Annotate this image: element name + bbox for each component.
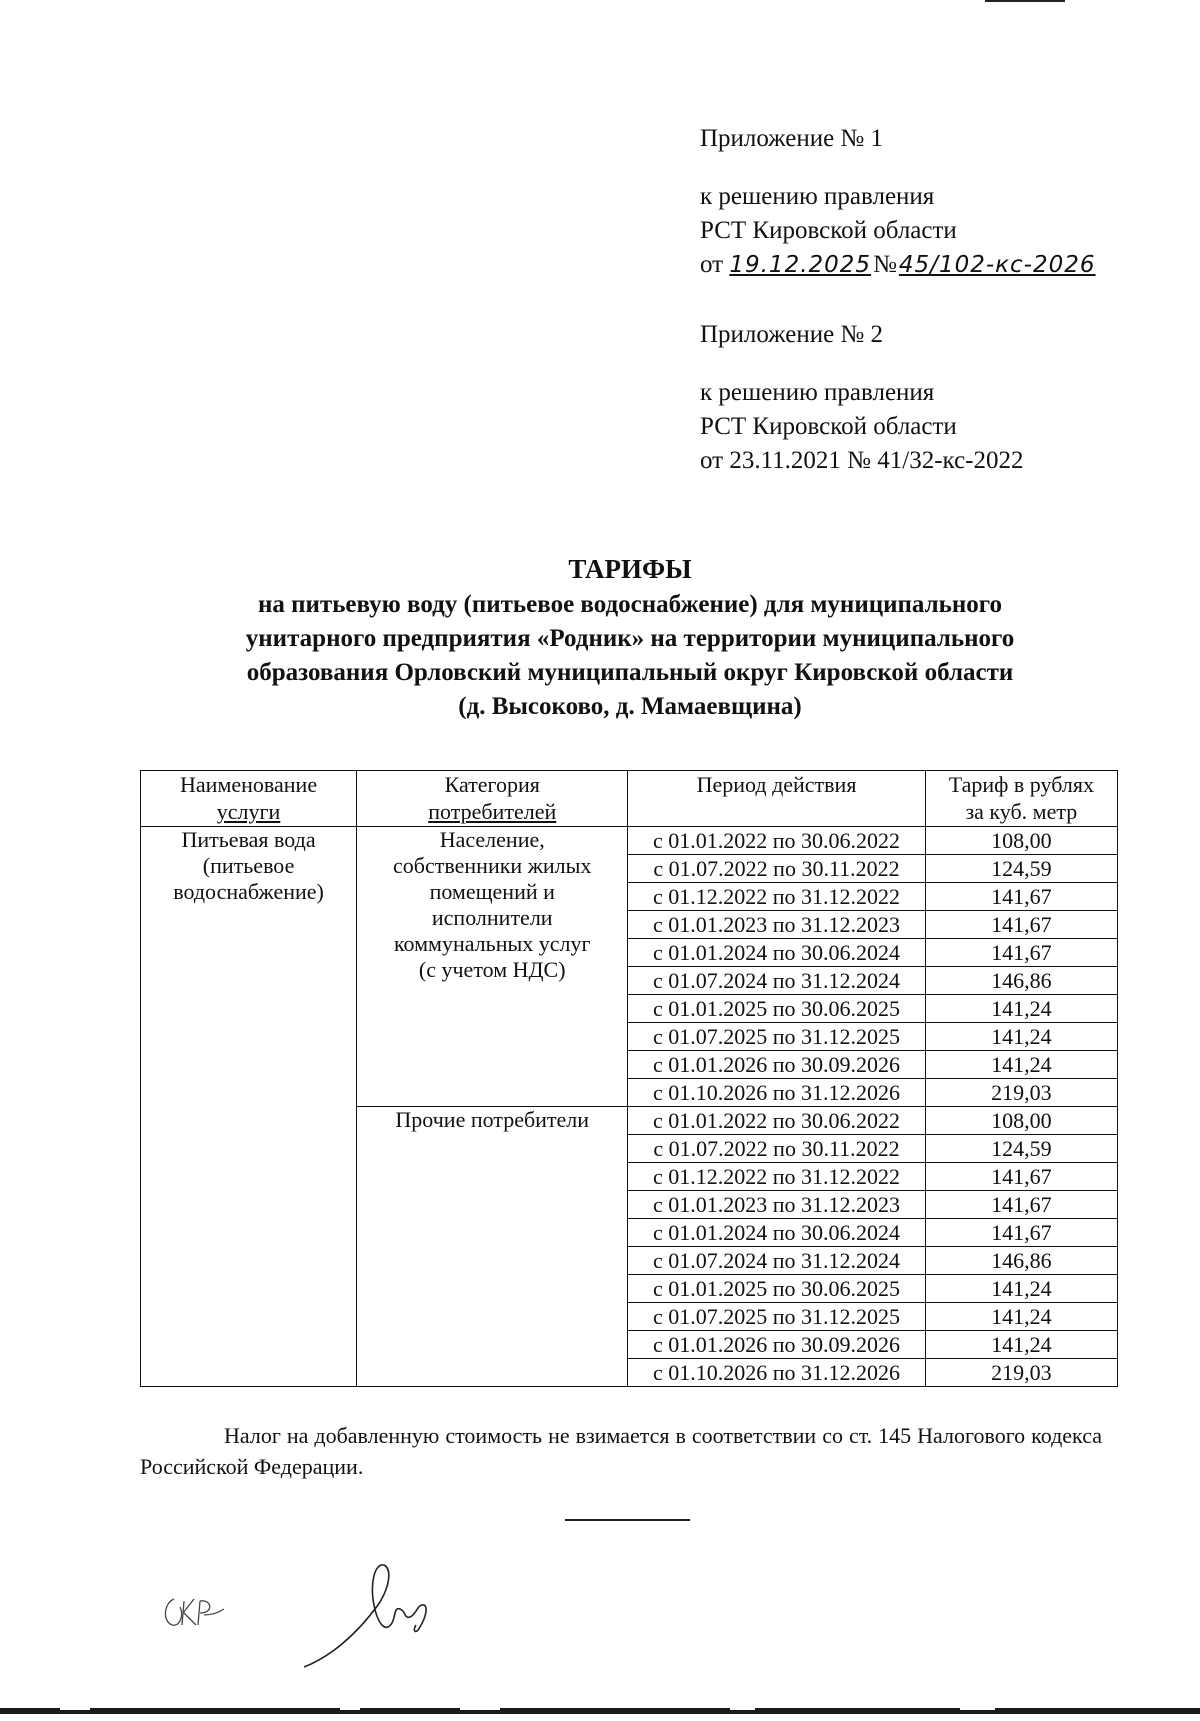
signature [300, 1555, 440, 1675]
header-rate-line2: за куб. метр [965, 799, 1078, 824]
rate-cell: 141,24 [925, 1275, 1117, 1303]
period-cell: с 01.07.2025 по 31.12.2025 [628, 1303, 925, 1331]
header-service-line1: Наименование [180, 772, 318, 797]
rate-cell: 219,03 [925, 1359, 1117, 1387]
header-period [628, 771, 925, 827]
category-line: Прочие потребители [395, 1107, 590, 1132]
category-cell [357, 1107, 628, 1387]
appendix-1-line1: к решению правления [700, 183, 935, 210]
period-cell: с 01.01.2025 по 30.06.2025 [628, 995, 925, 1023]
rate-cell: 146,86 [925, 967, 1117, 995]
period-cell: с 01.10.2026 по 31.12.2026 [628, 1079, 925, 1107]
header-rate [925, 771, 1117, 827]
header-category [357, 771, 628, 827]
header-category-line1: Категория [444, 772, 540, 797]
period-cell: с 01.01.2022 по 30.06.2022 [628, 827, 925, 855]
rate-cell: 141,24 [925, 1023, 1117, 1051]
rate-cell: 141,67 [925, 1191, 1117, 1219]
rate-cell: 141,67 [925, 911, 1117, 939]
period-cell: с 01.01.2025 по 30.06.2025 [628, 1275, 925, 1303]
period-cell: с 01.07.2024 по 31.12.2024 [628, 1247, 925, 1275]
header-category-line2: потребителей [428, 799, 557, 824]
period-cell: с 01.10.2026 по 31.12.2026 [628, 1359, 925, 1387]
service-line: водоснабжение) [173, 879, 324, 904]
initials-signature [160, 1585, 230, 1635]
tariffs-table [140, 770, 1118, 1387]
period-cell: с 01.01.2024 по 30.06.2024 [628, 939, 925, 967]
category-line: исполнители [431, 905, 553, 930]
rate-cell: 141,67 [925, 883, 1117, 911]
category-line: коммунальных услуг [393, 931, 591, 956]
rate-cell: 141,24 [925, 1331, 1117, 1359]
end-rule [565, 1519, 690, 1521]
rate-cell: 124,59 [925, 1135, 1117, 1163]
service-line: (питьевое [202, 853, 295, 878]
period-cell: с 01.07.2022 по 30.11.2022 [628, 855, 925, 883]
service-line: Питьевая вода [181, 827, 316, 852]
appendix-1-block [700, 122, 1096, 282]
period-cell: с 01.01.2023 по 31.12.2023 [628, 1191, 925, 1219]
rate-cell: 141,67 [925, 1163, 1117, 1191]
period-cell: с 01.01.2026 по 30.09.2026 [628, 1051, 925, 1079]
appendix-1-ref [700, 248, 1096, 282]
period-cell: с 01.07.2024 по 31.12.2024 [628, 967, 925, 995]
rate-cell: 141,24 [925, 1303, 1117, 1331]
header-service [141, 771, 357, 827]
rate-cell: 141,67 [925, 939, 1117, 967]
appendix-2-line1: к решению правления [700, 379, 935, 406]
heading-line3: образования Орловский муниципальный округ Кировской области [246, 659, 1014, 686]
period-cell: с 01.01.2023 по 31.12.2023 [628, 911, 925, 939]
period-cell: с 01.01.2024 по 30.06.2024 [628, 1219, 925, 1247]
appendix-1-title: Приложение № 1 [700, 125, 884, 152]
top-rule [985, 0, 1065, 2]
rate-cell: 141,67 [925, 1219, 1117, 1247]
rate-cell: 108,00 [925, 827, 1117, 855]
heading-line1: на питьевую воду (питьевое водоснабжение) для муниципального [257, 591, 1003, 618]
category-line: Население, [439, 827, 545, 852]
rate-cell: 219,03 [925, 1079, 1117, 1107]
heading-title: ТАРИФЫ [568, 554, 692, 584]
table-row [141, 827, 1118, 855]
rate-cell: 146,86 [925, 1247, 1117, 1275]
category-line: помещений и [429, 879, 555, 904]
period-cell: с 01.07.2025 по 31.12.2025 [628, 1023, 925, 1051]
table-header-row [141, 771, 1118, 827]
heading-line4: (д. Высоково, д. Мамаевщина) [458, 693, 802, 720]
table-body [141, 827, 1118, 1387]
document-heading [130, 552, 1130, 724]
appendix-1-line2: РСТ Кировской области [700, 217, 957, 244]
rate-cell: 108,00 [925, 1107, 1117, 1135]
rate-cell: 124,59 [925, 855, 1117, 883]
appendix-2-line3: от 23.11.2021 № 41/32-кс-2022 [700, 447, 1024, 474]
appendix-2-line2: РСТ Кировской области [700, 413, 957, 440]
appendix-2-block [700, 318, 1024, 478]
period-cell: с 01.01.2026 по 30.09.2026 [628, 1331, 925, 1359]
appendix-2-title: Приложение № 2 [700, 321, 884, 348]
rate-cell: 141,24 [925, 1051, 1117, 1079]
period-cell: с 01.01.2022 по 30.06.2022 [628, 1107, 925, 1135]
vat-note: Налог на добавленную стоимость не взимается в соответствии со ст. 145 Налогового кодекса Российской Федерации. [140, 1423, 1102, 1479]
appendix-1-no-sign: № [873, 251, 897, 278]
appendix-1-number-handwritten: 45/102-кс-2026 [898, 252, 1096, 278]
appendix-1-date-handwritten: 19.12.2025 [729, 252, 872, 278]
category-line: (с учетом НДС) [418, 957, 566, 982]
appendix-1-from: от [700, 251, 724, 278]
service-cell [141, 827, 357, 1387]
heading-line2: унитарного предприятия «Родник» на территории муниципального [245, 625, 1015, 652]
header-rate-line1: Тариф в рублях [948, 772, 1094, 797]
period-cell: с 01.07.2022 по 30.11.2022 [628, 1135, 925, 1163]
header-service-line2: услуги [216, 799, 281, 824]
period-cell: с 01.12.2022 по 31.12.2022 [628, 883, 925, 911]
rate-cell: 141,24 [925, 995, 1117, 1023]
header-period-text: Период действия [696, 772, 857, 797]
category-line: собственники жилых [393, 853, 592, 878]
period-cell: с 01.12.2022 по 31.12.2022 [628, 1163, 925, 1191]
category-cell [357, 827, 628, 1107]
scan-bottom-edge [0, 1705, 1200, 1715]
